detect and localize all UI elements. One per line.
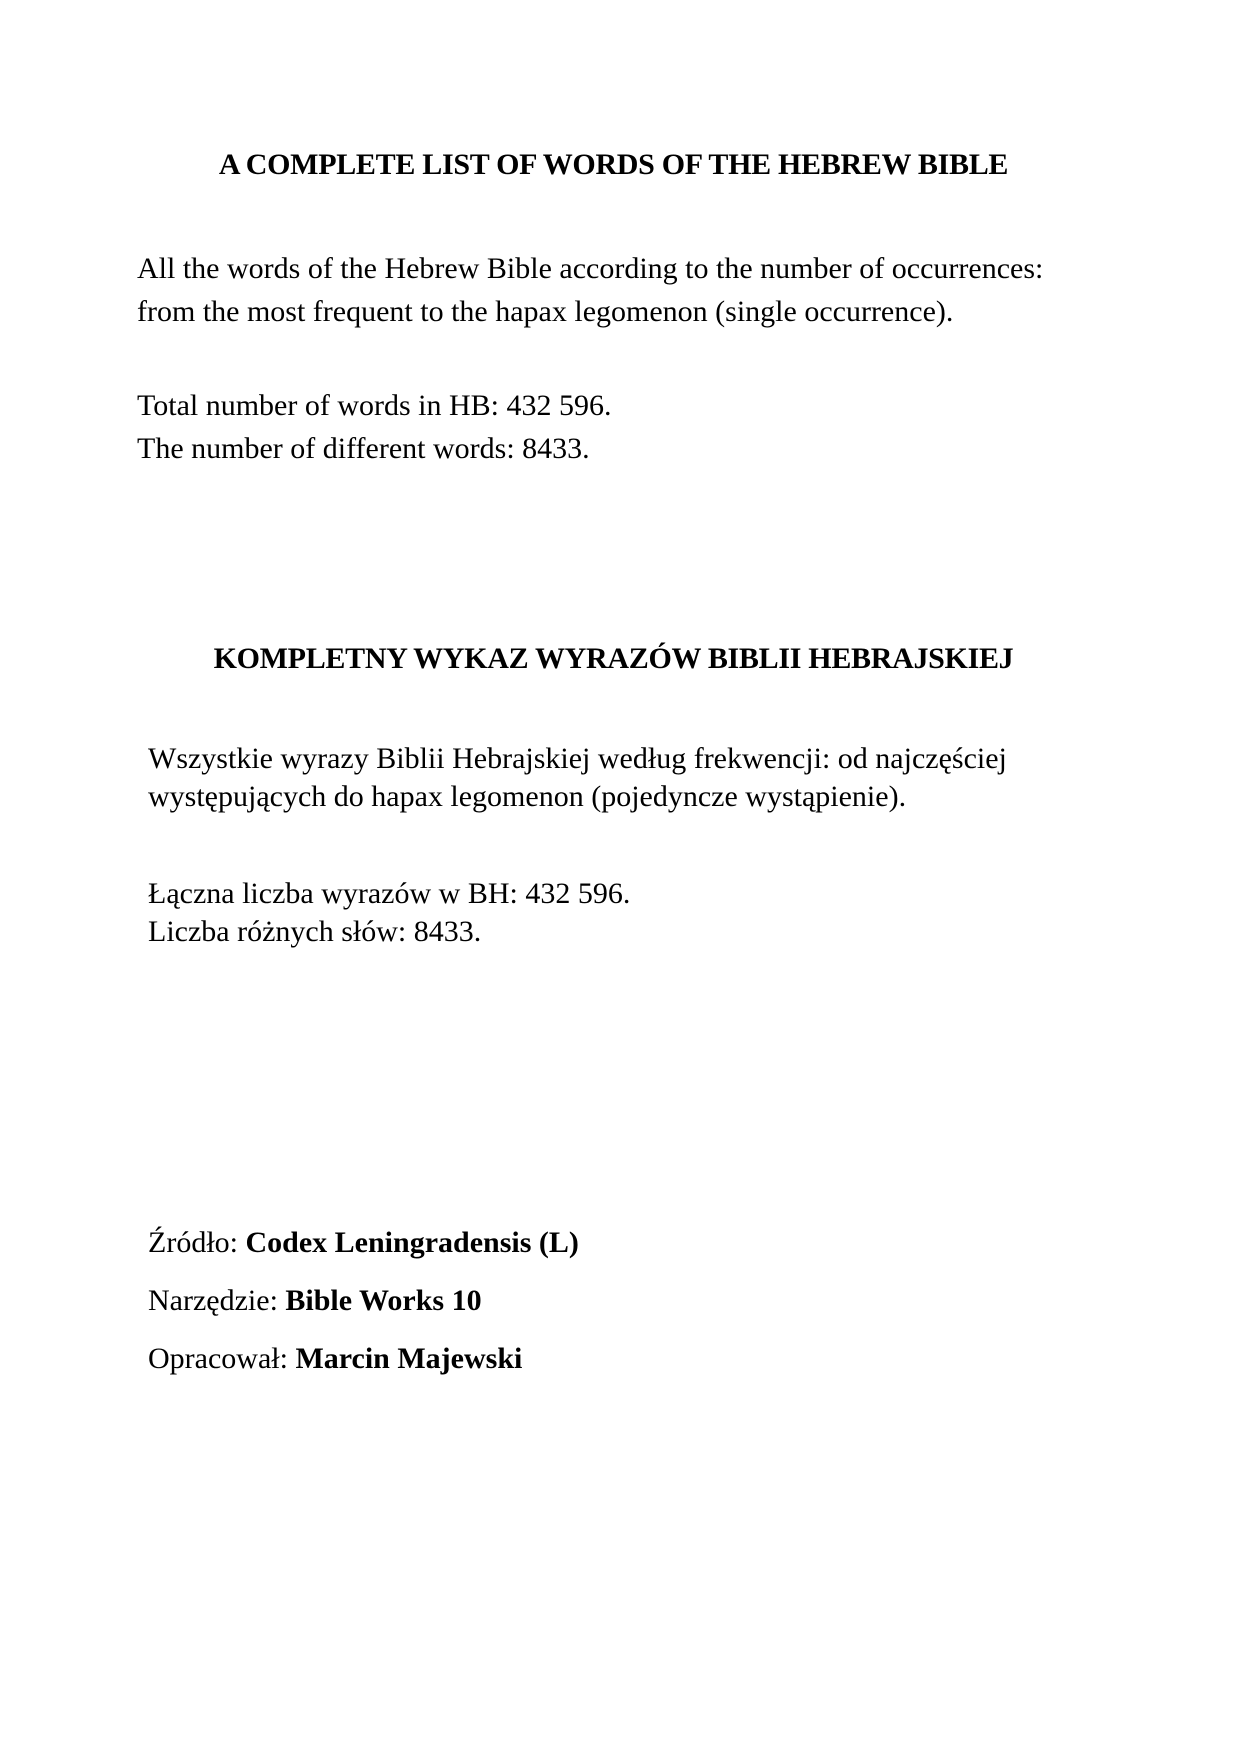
tool-label: Narzędzie:	[148, 1284, 278, 1317]
english-title: A COMPLETE LIST OF WORDS OF THE HEBREW BIBLE	[218, 148, 1009, 181]
english-total-words-line: Total number of words in HB: 432 596.	[137, 389, 612, 422]
english-intro-line-1: All the words of the Hebrew Bible according to the number of occurrences:	[137, 252, 1044, 285]
polish-intro-line-1: Wszystkie wyrazy Biblii Hebrajskiej według frekwencji: od najczęściej	[148, 742, 1007, 775]
credit-row-tool	[148, 1282, 579, 1320]
credits-block	[148, 1224, 579, 1398]
polish-intro-paragraph	[148, 740, 1007, 816]
polish-total-words-line: Łączna liczba wyrazów w BH: 432 596.	[148, 877, 631, 910]
credit-row-author	[148, 1340, 579, 1378]
tool-value: Bible Works 10	[285, 1284, 482, 1317]
polish-title: KOMPLETNY WYKAZ WYRAZÓW BIBLII HEBRAJSKIEJ	[213, 642, 1014, 675]
author-value: Marcin Majewski	[295, 1342, 523, 1375]
author-label: Opracował:	[148, 1342, 288, 1375]
polish-distinct-words-line: Liczba różnych słów: 8433.	[148, 915, 482, 948]
english-distinct-words-line: The number of different words: 8433.	[137, 432, 590, 465]
english-intro-line-2: from the most frequent to the hapax legomenon (single occurrence).	[137, 295, 954, 328]
source-label: Źródło:	[148, 1226, 238, 1259]
english-intro-paragraph	[137, 247, 1043, 333]
polish-stats-paragraph	[148, 875, 630, 951]
credit-row-source	[148, 1224, 579, 1262]
polish-intro-line-2: występujących do hapax legomenon (pojedyncze wystąpienie).	[148, 780, 907, 813]
source-value: Codex Leningradensis (L)	[245, 1226, 579, 1259]
english-stats-paragraph	[137, 384, 612, 470]
